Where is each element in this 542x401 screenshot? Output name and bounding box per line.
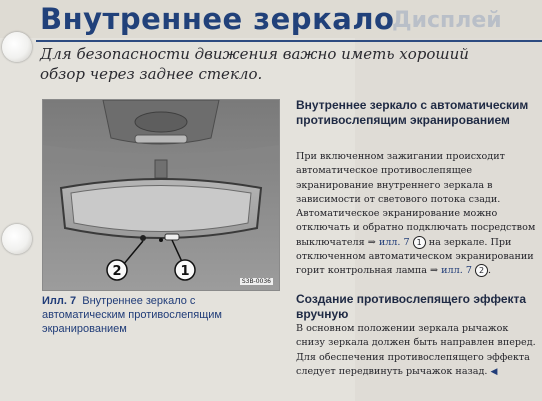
callout-2: 2 xyxy=(112,264,122,279)
title-rule xyxy=(36,40,542,42)
page-title: Внутреннее зеркало xyxy=(40,2,395,36)
figure-id: S3B-0036 xyxy=(241,278,271,285)
end-of-section-icon: ◀ xyxy=(490,366,498,377)
bleed-through-title: Дисплей xyxy=(392,8,502,33)
mirror-drawing xyxy=(43,100,279,290)
mirror-illustration xyxy=(42,99,280,291)
callout-1: 1 xyxy=(180,264,190,279)
figure-link[interactable]: илл. 7 xyxy=(441,265,472,277)
callout-ref-1: 1 xyxy=(413,236,426,249)
figure-link[interactable]: илл. 7 xyxy=(378,236,410,248)
section-heading-auto-dimming: Внутреннее зеркало с автоматическим противослепящим экранированием xyxy=(296,98,529,127)
body-text: При включенном зажигании происходит автоматическое противослепящее экранирование внутреннего зеркала в зависимости от светового потока сзади. Автоматическое экранирование можно отключать и обратно подключать посредством выключателя ⇒ xyxy=(296,151,536,248)
caption-text: Внутреннее зеркало с автоматическим противослепящим экранированием xyxy=(42,295,222,335)
intro-text: Для безопасности движения важно иметь хороший обзор через заднее стекло. xyxy=(40,45,469,83)
caption-label: Илл. 7 xyxy=(42,295,77,307)
section-heading-manual-dimming: Создание противослепящего эффекта вручную xyxy=(296,292,527,321)
figure-caption xyxy=(42,294,280,336)
callout-ref-2: 2 xyxy=(475,264,488,277)
body-text: на зеркале. При отключенном автоматическом экранировании горит контрольная лампа ⇒ xyxy=(296,236,534,277)
section-body-manual-dimming xyxy=(296,322,536,379)
section-body-auto-dimming xyxy=(296,150,536,279)
binder-hole-icon xyxy=(2,224,32,254)
binder-hole-icon xyxy=(2,32,32,62)
body-text: В основном положении зеркала рычажок снизу зеркала должен быть направлен вперед. Для обеспечения противослепящего эффекта следует передвинуть рычажок назад. xyxy=(296,323,536,377)
body-text: . xyxy=(488,265,492,277)
